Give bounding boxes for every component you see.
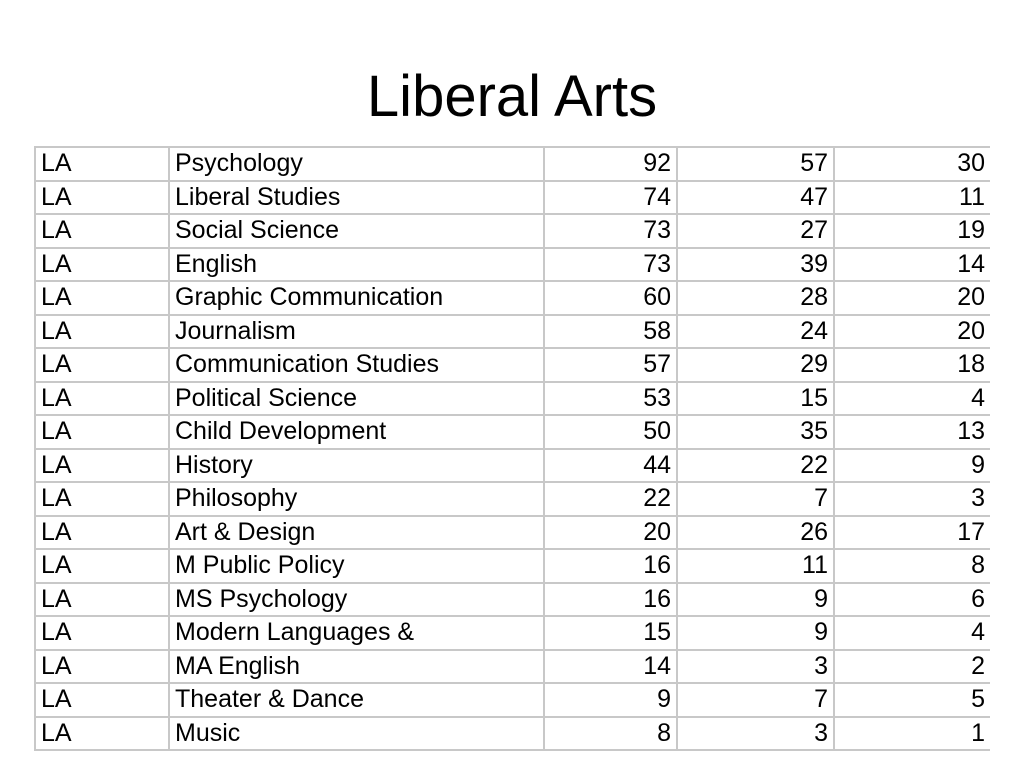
value-cell-3: 20 — [834, 281, 990, 315]
value-cell-2: 7 — [677, 482, 834, 516]
value-cell-2: 29 — [677, 348, 834, 382]
table-row — [35, 482, 990, 516]
table-row — [35, 650, 990, 684]
college-cell: LA — [35, 516, 169, 550]
value-cell-3: 19 — [834, 214, 990, 248]
value-cell-1: 92 — [544, 147, 677, 181]
major-cell: History — [169, 449, 544, 483]
value-cell-3: 9 — [834, 449, 990, 483]
value-cell-2: 9 — [677, 583, 834, 617]
table-row — [35, 415, 990, 449]
value-cell-1: 9 — [544, 683, 677, 717]
value-cell-2: 9 — [677, 616, 834, 650]
table-container — [34, 146, 990, 768]
college-cell: LA — [35, 583, 169, 617]
value-cell-1: 44 — [544, 449, 677, 483]
table-row — [35, 717, 990, 751]
table-row — [35, 616, 990, 650]
value-cell-1: 53 — [544, 382, 677, 416]
table-row — [35, 549, 990, 583]
table-row — [35, 214, 990, 248]
value-cell-1: 16 — [544, 583, 677, 617]
major-cell: Political Science — [169, 382, 544, 416]
value-cell-2: 26 — [677, 516, 834, 550]
table-row — [35, 382, 990, 416]
college-cell: LA — [35, 214, 169, 248]
table-row — [35, 449, 990, 483]
major-cell: Child Development — [169, 415, 544, 449]
table-row — [35, 181, 990, 215]
table-row — [35, 516, 990, 550]
college-cell: LA — [35, 717, 169, 751]
table-row — [35, 248, 990, 282]
value-cell-1: 73 — [544, 248, 677, 282]
value-cell-2: 3 — [677, 717, 834, 751]
table-row — [35, 315, 990, 349]
value-cell-1: 20 — [544, 516, 677, 550]
major-cell: Communication Studies — [169, 348, 544, 382]
table-row — [35, 281, 990, 315]
value-cell-3: 13 — [834, 415, 990, 449]
value-cell-3: 5 — [834, 683, 990, 717]
major-cell: Liberal Studies — [169, 181, 544, 215]
major-cell: Psychology — [169, 147, 544, 181]
value-cell-3: 2 — [834, 650, 990, 684]
value-cell-3: 8 — [834, 549, 990, 583]
major-cell: Social Science — [169, 214, 544, 248]
major-cell: MA English — [169, 650, 544, 684]
value-cell-1: 16 — [544, 549, 677, 583]
major-cell: Journalism — [169, 315, 544, 349]
value-cell-3: 14 — [834, 248, 990, 282]
value-cell-3: 17 — [834, 516, 990, 550]
college-cell: LA — [35, 415, 169, 449]
value-cell-2: 39 — [677, 248, 834, 282]
value-cell-2: 47 — [677, 181, 834, 215]
college-cell: LA — [35, 683, 169, 717]
value-cell-3: 30 — [834, 147, 990, 181]
major-cell: Graphic Communication — [169, 281, 544, 315]
value-cell-1: 74 — [544, 181, 677, 215]
table-row — [35, 348, 990, 382]
value-cell-1: 8 — [544, 717, 677, 751]
value-cell-2: 24 — [677, 315, 834, 349]
value-cell-3: 6 — [834, 583, 990, 617]
value-cell-2: 11 — [677, 549, 834, 583]
value-cell-2: 27 — [677, 214, 834, 248]
table-row — [35, 147, 990, 181]
data-table — [34, 146, 990, 751]
college-cell: LA — [35, 449, 169, 483]
table-row — [35, 583, 990, 617]
value-cell-3: 18 — [834, 348, 990, 382]
value-cell-1: 58 — [544, 315, 677, 349]
college-cell: LA — [35, 181, 169, 215]
value-cell-3: 3 — [834, 482, 990, 516]
major-cell: M Public Policy — [169, 549, 544, 583]
college-cell: LA — [35, 549, 169, 583]
value-cell-2: 22 — [677, 449, 834, 483]
college-cell: LA — [35, 147, 169, 181]
college-cell: LA — [35, 348, 169, 382]
value-cell-2: 35 — [677, 415, 834, 449]
college-cell: LA — [35, 616, 169, 650]
major-cell: Modern Languages & — [169, 616, 544, 650]
value-cell-3: 4 — [834, 382, 990, 416]
major-cell: Art & Design — [169, 516, 544, 550]
value-cell-2: 28 — [677, 281, 834, 315]
college-cell: LA — [35, 382, 169, 416]
value-cell-2: 57 — [677, 147, 834, 181]
college-cell: LA — [35, 482, 169, 516]
value-cell-1: 57 — [544, 348, 677, 382]
major-cell: Music — [169, 717, 544, 751]
value-cell-1: 14 — [544, 650, 677, 684]
table-row — [35, 683, 990, 717]
slide-title: Liberal Arts — [366, 64, 658, 129]
major-cell: English — [169, 248, 544, 282]
value-cell-1: 73 — [544, 214, 677, 248]
value-cell-1: 22 — [544, 482, 677, 516]
college-cell: LA — [35, 650, 169, 684]
college-cell: LA — [35, 248, 169, 282]
major-cell: MS Psychology — [169, 583, 544, 617]
value-cell-1: 50 — [544, 415, 677, 449]
value-cell-2: 3 — [677, 650, 834, 684]
value-cell-1: 60 — [544, 281, 677, 315]
value-cell-3: 1 — [834, 717, 990, 751]
value-cell-3: 20 — [834, 315, 990, 349]
value-cell-3: 4 — [834, 616, 990, 650]
value-cell-2: 15 — [677, 382, 834, 416]
value-cell-1: 15 — [544, 616, 677, 650]
college-cell: LA — [35, 281, 169, 315]
major-cell: Theater & Dance — [169, 683, 544, 717]
college-cell: LA — [35, 315, 169, 349]
major-cell: Philosophy — [169, 482, 544, 516]
table-body — [35, 147, 990, 750]
value-cell-2: 7 — [677, 683, 834, 717]
value-cell-3: 11 — [834, 181, 990, 215]
